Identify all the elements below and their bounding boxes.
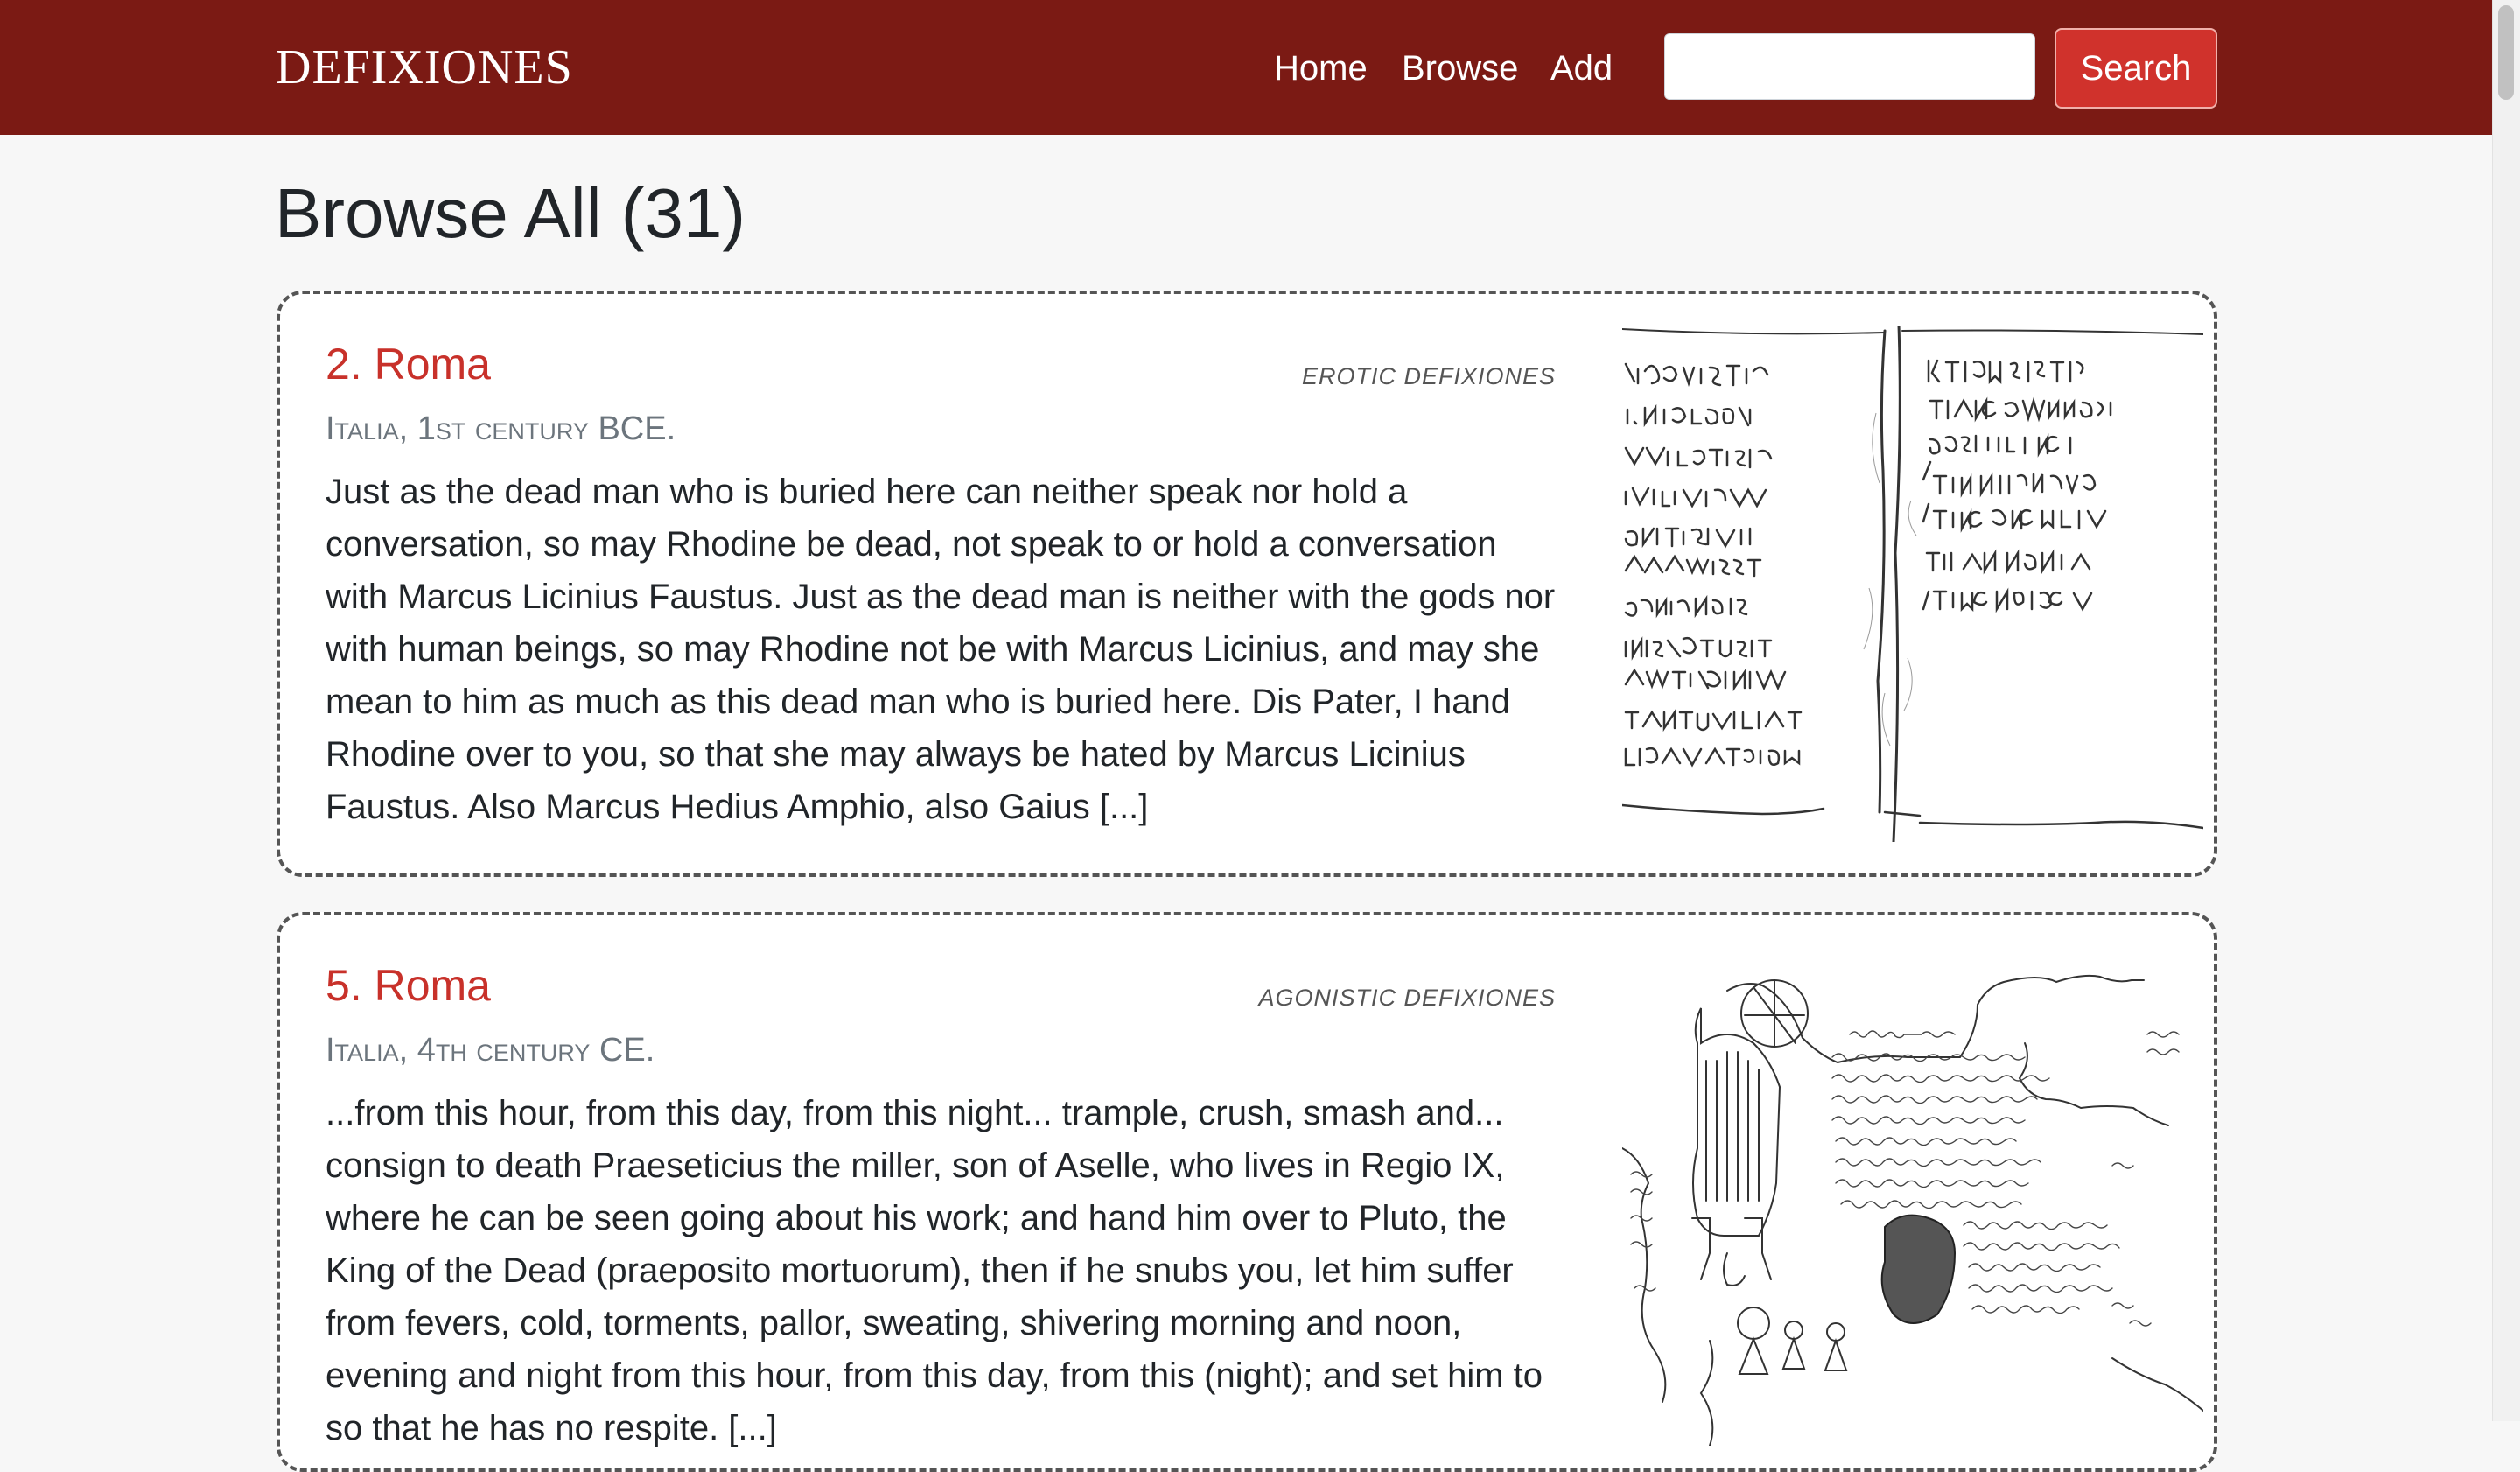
tablet-image-1 [1622,326,2203,842]
entry-text: Just as the dead man who is buried here can neither speak nor hold a conversation, so may Rhodine be dead, not speak to or hold a conversation with Marcus Licinius Faustus. Just as the dead man is neither with the gods nor with human beings, so may Rhodine not be with Marcus Licinius, and may she mean to him as much as this dead man who is buried here. Dis Pater, I hand Rhodine over to you, so that she may always be hated by Marcus Licinius Faustus. Also Marcus Hedius Amphio, also Gaius [...] [326,473,1556,826]
entry-title-link[interactable]: 2. Roma [326,340,491,389]
brand-logo[interactable]: DEFIXIONES [276,40,573,95]
nav-browse[interactable]: Browse [1402,49,1519,88]
tablet-image-2 [1622,956,2203,1446]
nav-home[interactable]: Home [1274,49,1368,88]
entry-card [276,912,2217,1472]
entry-text: ...from this hour, from this day, from this night... trample, crush, smash and... consign to death Praeseticius the miller, son of Aselle, who lives in Regio IX, where he can be seen going about his work; and hand him over to Pluto, the King of the Dead (praeposito mortuorum), then if he snubs you, let him suffer from fevers, cold, torments, pallor, sweating, shivering morning and noon, evening and night from this hour, from this day, from this (night); and set him to so that he has no respite. [...] [326,1094,1544,1447]
navbar [0,0,2492,135]
scrollbar-thumb[interactable] [2498,5,2514,100]
search-input[interactable] [1664,33,2035,100]
scrollbar-track[interactable] [2492,0,2520,1421]
entry-subtitle: Italia, 1st century BCE. [326,410,676,447]
search-button[interactable]: Search [2054,28,2217,109]
page-title: Browse All (31) [275,174,746,252]
entry-category: EROTIC DEFIXIONES [1301,363,1556,389]
nav-add[interactable]: Add [1550,49,1614,88]
entry-title-link[interactable]: 5. Roma [326,961,491,1010]
entry-subtitle: Italia, 4th century CE. [326,1032,655,1069]
entry-card [276,291,2217,877]
entry-category: AGONISTIC DEFIXIONES [1258,985,1556,1011]
